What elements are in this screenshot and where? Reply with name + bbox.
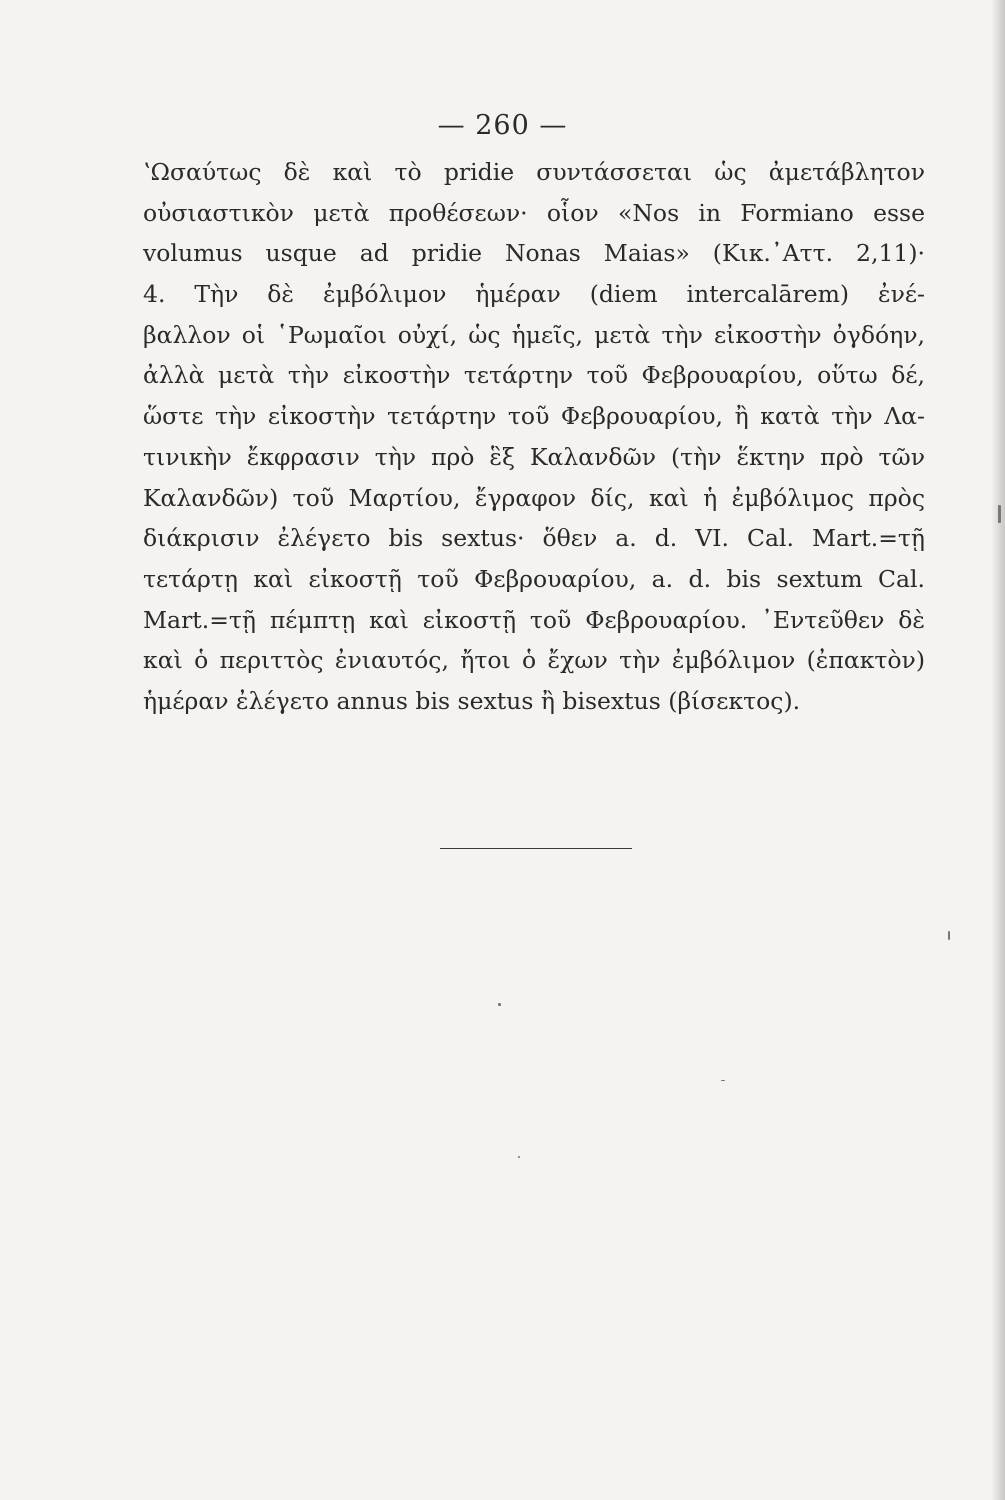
text-line: ʽΩσαύτως δὲ καὶ τὸ pridie συντάσσεται ὡς ἀμετάβλητον xyxy=(143,158,925,186)
text-line: Mart.=τῇ πέμπτῃ καὶ εἰκοστῇ τοῦ Φεβρουαρίου. ᾽Εντεῦθεν δὲ xyxy=(143,605,925,634)
text-line: volumus usque ad pridie Nonas Maias» (Κικ.᾽Αττ. 2,11)· xyxy=(143,239,925,268)
text-line: οὐσιαστικὸν μετὰ προθέσεων· οἷον «Nos in Formiano esse xyxy=(143,198,925,227)
text-line: τινικὴν ἔκφρασιν τὴν πρὸ ἓξ Καλανδῶν (τὴν ἕκτην πρὸ τῶν xyxy=(143,442,925,471)
scan-speck xyxy=(498,1003,501,1006)
section-divider xyxy=(440,848,632,849)
text-line: ἀλλὰ μετὰ τὴν εἰκοστὴν τετάρτην τοῦ Φεβρουαρίου, οὕτω δέ, xyxy=(143,361,925,390)
text-line: βαλλον οἱ ῾Ρωμαῖοι οὐχί, ὡς ἡμεῖς, μετὰ τὴν εἰκοστὴν ὀγδόην, xyxy=(143,320,925,349)
scan-speck xyxy=(998,505,1001,523)
text-line: ὥστε τὴν εἰκοστὴν τετάρτην τοῦ Φεβρουαρίου, ἢ κατὰ τὴν Λα- xyxy=(143,402,925,431)
scan-speck xyxy=(518,1156,520,1158)
scan-speck xyxy=(948,931,950,940)
text-line: τετάρτῃ καὶ εἰκοστῇ τοῦ Φεβρουαρίου, a. d. bis sextum Cal. xyxy=(143,564,925,593)
text-line: καὶ ὁ περιττὸς ἐνιαυτός, ἤτοι ὁ ἔχων τὴν ἐμβόλιμον (ἐπακτὸν) xyxy=(143,646,925,675)
text-line: 4. Τὴν δὲ ἐμβόλιμον ἡμέραν (diem intercalārem) ἐνέ- xyxy=(143,280,925,309)
scan-speck xyxy=(721,1080,725,1081)
page-number: — 260 — xyxy=(437,110,568,141)
page-edge-shadow xyxy=(991,0,1005,1500)
text-line-last: ἡμέραν ἐλέγετο annus bis sextus ἢ bisextus (βίσεκτος). xyxy=(143,686,801,715)
body-text xyxy=(143,152,925,722)
text-line: Καλανδῶν) τοῦ Μαρτίου, ἔγραφον δίς, καὶ ἡ ἐμβόλιμος πρὸς xyxy=(143,483,925,512)
text-line: διάκρισιν ἐλέγετο bis sextus· ὅθεν a. d. VI. Cal. Mart.=τῇ xyxy=(143,524,925,553)
